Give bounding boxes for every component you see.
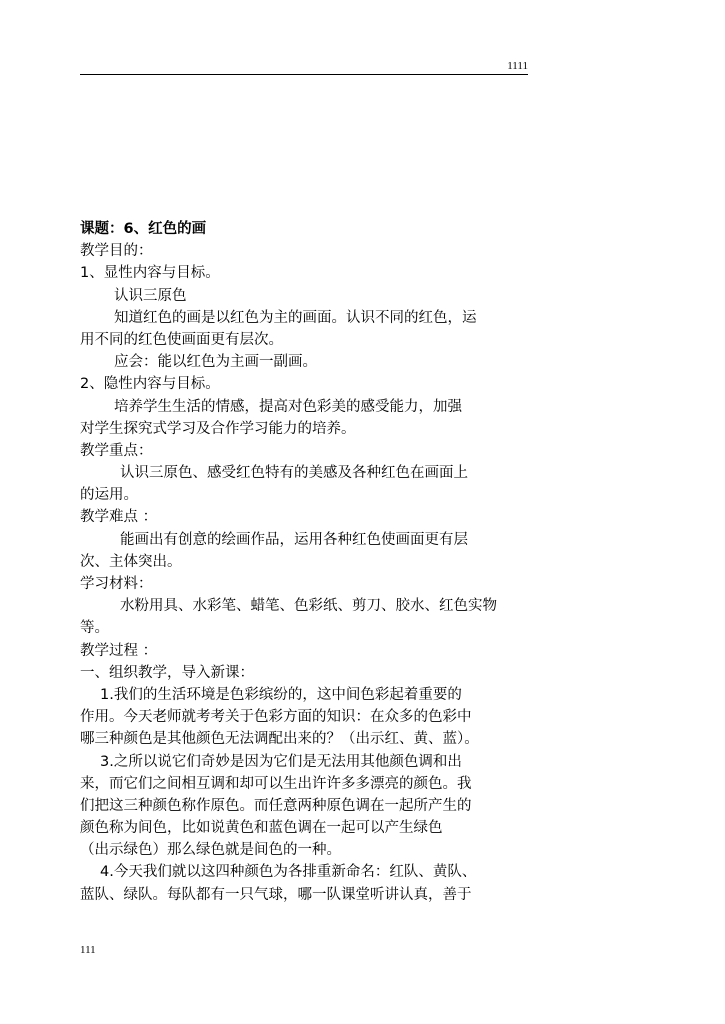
paragraph-line: 认识三原色、感受红色特有的美感及各种红色在画面上 [120,465,468,482]
paragraph-line: 1.我们的生活环境是色彩缤纷的，这中间色彩起着重要的 [100,686,462,703]
document-body [80,218,532,906]
paragraph-line: 哪三种颜色是其他颜色无法调配出来的？（出示红、黄、蓝）。 [80,731,479,748]
section-heading-difficulties: 教学难点 ： [80,509,158,526]
paragraph-line: 颜色称为间色，比如说黄色和蓝色调在一起可以产生绿色 [80,820,443,837]
footer-page-number: 111 [80,944,96,956]
paragraph-line: 次、主体突出。 [80,553,182,570]
paragraph-line: 等。 [80,620,109,637]
paragraph-line: 3.之所以说它们奇妙是因为它们是无法用其他颜色调和出 [100,753,462,770]
paragraph-line: 来，而它们之间相互调和却可以生出许许多多漂亮的颜色。我 [80,775,472,792]
paragraph-line: 4.今天我们就以这四种颜色为各排重新命名：红队、黄队、 [100,864,477,881]
paragraph-line: 作用。今天老师就考考关于色彩方面的知识：在众多的色彩中 [80,709,472,726]
paragraph-line: 应会：能以红色为主画一副画。 [114,354,317,371]
paragraph-line: 认识三原色 [114,287,187,304]
lesson-title: 课题：6、红色的画 [80,221,207,237]
paragraph-line: 培养学生生活的情感，提高对色彩美的感受能力，加强 [114,398,462,415]
header-page-number: 1111 [507,60,528,72]
paragraph-line: 水粉用具、水彩笔、蜡笔、色彩纸、剪刀、胶水、红色实物 [120,598,497,615]
step-heading: 一、组织教学，导入新课： [80,664,254,681]
section-heading-objectives: 教学目的： [80,243,153,260]
paragraph-line: 对学生探究式学习及合作学习能力的培养。 [80,420,356,437]
objective-2-heading: 2、隐性内容与目标。 [80,376,220,393]
header-rule [80,74,528,75]
paragraph-line: （出示绿色）那么绿色就是间色的一种。 [80,842,341,859]
paragraph-line: 的运用。 [80,487,138,504]
objective-1-heading: 1、显性内容与目标。 [80,265,220,282]
paragraph-line: 们把这三种颜色称作原色。而任意两种原色调在一起所产生的 [80,797,472,814]
paragraph-line: 用不同的红色使画面更有层次。 [80,331,283,348]
section-heading-key-points: 教学重点： [80,442,153,459]
section-heading-materials: 学习材料： [80,576,153,592]
paragraph-line: 蓝队、绿队。每队都有一只气球，哪一队课堂听讲认真，善于 [80,886,472,903]
section-heading-process: 教学过程 ： [80,642,158,659]
paragraph-line: 能画出有创意的绘画作品，运用各种红色使画面更有层 [120,531,468,548]
paragraph-line: 知道红色的画是以红色为主的画面。认识不同的红色，运 [114,309,477,326]
